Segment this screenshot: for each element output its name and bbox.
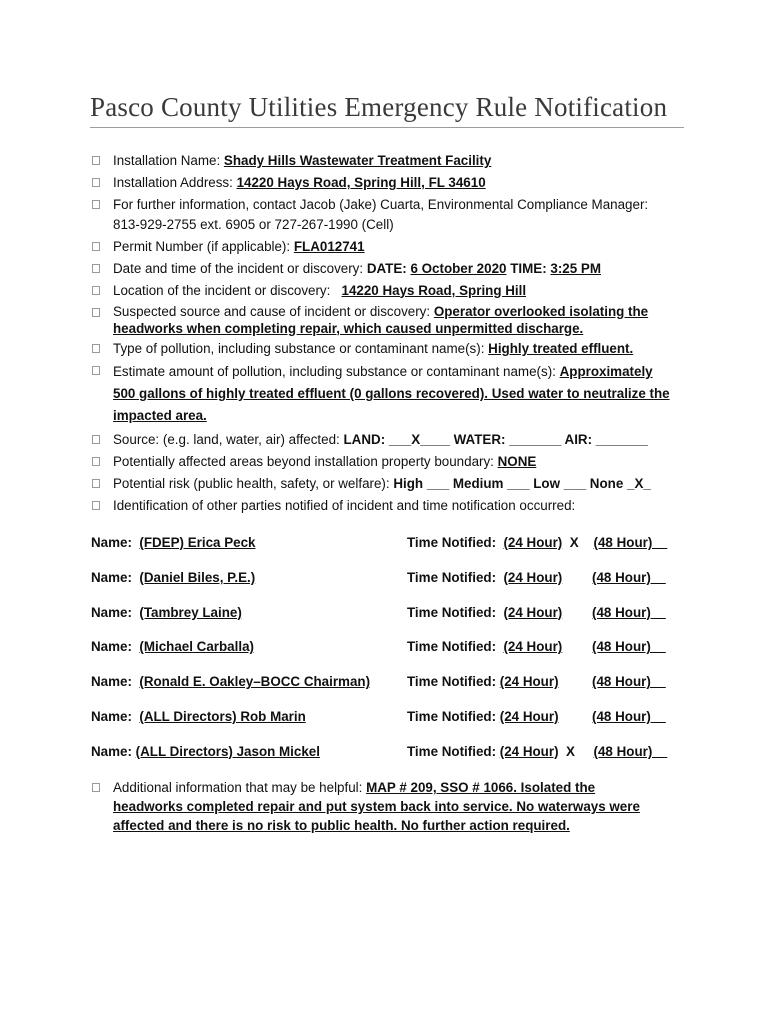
datetime-label: Date and time of the incident or discovery: <box>113 260 367 276</box>
contact-item <box>92 195 692 234</box>
other-parties-label: Identification of other parties notified of incident and time notification occurred: <box>113 497 576 513</box>
name-label: Name: <box>91 535 140 550</box>
location-label: Location of the incident or discovery: <box>113 282 342 298</box>
pollution-type-label: Type of pollution, including substance or contaminant name(s): <box>113 341 489 356</box>
name-label: Name: <box>91 639 140 655</box>
estimate-item <box>92 361 692 427</box>
risk-value: High ___ Medium ___ Low ___ None _X_ <box>393 475 651 491</box>
cause-item <box>92 303 692 337</box>
time-notified-label: Time Notified: <box>407 743 500 759</box>
additional-info-section <box>92 778 692 838</box>
notified-mark <box>562 639 592 654</box>
notified-mark <box>562 605 592 620</box>
additional-info-line-1: MAP # 209, SSO # 1066. Isolated the <box>366 780 596 795</box>
checkbox-icon <box>92 457 100 466</box>
installation-name-label: Installation Name: <box>113 153 224 168</box>
hour-48: (48 Hour)__ <box>593 743 668 759</box>
risk-item <box>92 474 692 494</box>
additional-info-line-3: affected and there is no risk to public health. No further action required. <box>113 818 570 833</box>
notified-row <box>91 744 691 779</box>
affected-areas-item <box>92 452 692 472</box>
time-notified-label: Time Notified: <box>407 639 504 655</box>
hour-24: (24 Hour) <box>503 569 563 585</box>
time-value: 3:25 PM <box>550 260 601 276</box>
hour-24: (24 Hour) <box>503 604 563 620</box>
cause-value-line-2: headworks when completing repair, which caused unpermitted discharge. <box>113 320 584 336</box>
time-notified-label: Time Notified: <box>407 674 500 690</box>
hour-48: (48 Hour)__ <box>592 569 666 585</box>
hour-24: (24 Hour) <box>499 674 559 690</box>
additional-info-label: Additional information that may be helpful: <box>113 780 367 795</box>
pollution-type-value: Highly treated effluent. <box>488 341 634 356</box>
notified-row <box>91 709 691 744</box>
contact-line-1: For further information, contact Jacob (Jake) Cuarta, Environmental Compliance Manager: <box>113 197 649 212</box>
hour-24: (24 Hour) <box>499 743 559 759</box>
notified-mark: X <box>558 743 594 759</box>
time-notified-label: Time Notified: <box>407 708 500 724</box>
name-label: Name: <box>91 674 140 690</box>
date-value: 6 October 2020 <box>410 260 507 276</box>
hour-48: (48 Hour)__ <box>592 639 666 655</box>
notified-row <box>91 639 691 674</box>
installation-name-value: Shady Hills Wastewater Treatment Facility <box>223 153 492 168</box>
hour-24: (24 Hour) <box>503 535 563 550</box>
other-parties-item <box>92 496 692 516</box>
cause-value-line-1: Operator overlooked isolating the <box>433 303 649 319</box>
checkbox-icon <box>92 435 100 444</box>
hour-24: (24 Hour) <box>499 708 559 724</box>
source-item <box>92 430 692 450</box>
cause-label: Suspected source and cause of incident or discovery: <box>113 303 434 319</box>
affected-areas-label: Potentially affected areas beyond installation property boundary: <box>113 453 498 469</box>
checkbox-icon <box>92 242 100 251</box>
source-value: LAND: ___X____ WATER: _______ AIR: _______ <box>343 431 648 447</box>
notified-mark <box>559 709 592 724</box>
date-label: DATE: <box>366 260 411 276</box>
installation-address-label: Installation Address: <box>113 175 237 190</box>
permit-value: FLA012741 <box>293 238 365 254</box>
hour-48: (48 Hour)__ <box>593 535 668 550</box>
checkbox-icon <box>92 264 100 273</box>
estimate-value-line-2: 500 gallons of highly treated effluent (0 gallons recovered). Used water to neutralize the <box>113 386 670 401</box>
time-notified-label: Time Notified: <box>407 604 504 620</box>
source-label: Source: (e.g. land, water, air) affected: <box>113 431 344 447</box>
datetime-item <box>92 259 692 279</box>
notified-name: (Tambrey Laine) <box>139 604 242 620</box>
notified-parties-list <box>91 535 691 779</box>
notified-name: (Michael Carballa) <box>139 639 254 655</box>
installation-address-value: 14220 Hays Road, Spring Hill, FL 34610 <box>236 175 486 190</box>
installation-name-item <box>92 151 692 171</box>
permit-item <box>92 237 692 257</box>
installation-address-item <box>92 173 692 193</box>
name-label: Name: <box>91 569 140 585</box>
notified-name: (ALL Directors) Jason Mickel <box>135 743 320 759</box>
notified-row <box>91 605 691 640</box>
notified-name: (Daniel Biles, P.E.) <box>139 569 256 585</box>
time-notified-label: Time Notified: <box>407 569 504 585</box>
checkbox-icon <box>92 501 100 510</box>
name-label: Name: <box>91 604 140 620</box>
notified-mark <box>562 570 592 585</box>
pollution-type-item <box>92 339 692 359</box>
notified-row <box>91 570 691 605</box>
notified-name: (Ronald E. Oakley–BOCC Chairman) <box>139 674 371 690</box>
notified-row <box>91 535 691 570</box>
checkbox-icon <box>92 783 100 792</box>
hour-48: (48 Hour)__ <box>592 604 666 620</box>
name-label: Name: <box>91 743 136 759</box>
estimate-label: Estimate amount of pollution, including substance or contaminant name(s): <box>113 364 560 379</box>
time-label: TIME: <box>506 260 551 276</box>
estimate-value-line-3: impacted area. <box>113 408 207 423</box>
checkbox-icon <box>92 286 100 295</box>
hour-24: (24 Hour) <box>503 639 563 655</box>
checkbox-icon <box>92 200 100 209</box>
checkbox-icon <box>92 178 100 187</box>
incident-details-list <box>92 151 692 518</box>
checkbox-icon <box>92 308 100 317</box>
notified-mark <box>559 674 592 689</box>
checkbox-icon <box>92 344 100 353</box>
permit-label: Permit Number (if applicable): <box>113 238 294 254</box>
contact-line-2: 813-929-2755 ext. 6905 or 727-267-1990 (Cell) <box>113 216 394 232</box>
notified-name: (FDEP) Erica Peck <box>139 535 256 550</box>
checkbox-icon <box>92 479 100 488</box>
location-value: 14220 Hays Road, Spring Hill <box>341 282 527 298</box>
time-notified-label: Time Notified: <box>407 535 504 550</box>
notified-mark: X <box>562 535 594 550</box>
additional-info-item <box>92 778 692 835</box>
risk-label: Potential risk (public health, safety, or welfare): <box>113 475 394 491</box>
checkbox-icon <box>92 366 100 375</box>
location-item <box>92 281 692 301</box>
additional-info-line-2: headworks completed repair and put system back into service. No waterways were <box>113 799 640 814</box>
notified-row <box>91 674 691 709</box>
hour-48: (48 Hour)__ <box>592 674 666 690</box>
checkbox-icon <box>92 156 100 165</box>
notified-name: (ALL Directors) Rob Marin <box>139 708 306 724</box>
hour-48: (48 Hour)__ <box>592 708 666 724</box>
affected-areas-value: NONE <box>497 453 537 469</box>
estimate-value-line-1: Approximately <box>559 364 653 379</box>
name-label: Name: <box>91 708 140 724</box>
page-title: Pasco County Utilities Emergency Rule Notification <box>90 92 684 128</box>
